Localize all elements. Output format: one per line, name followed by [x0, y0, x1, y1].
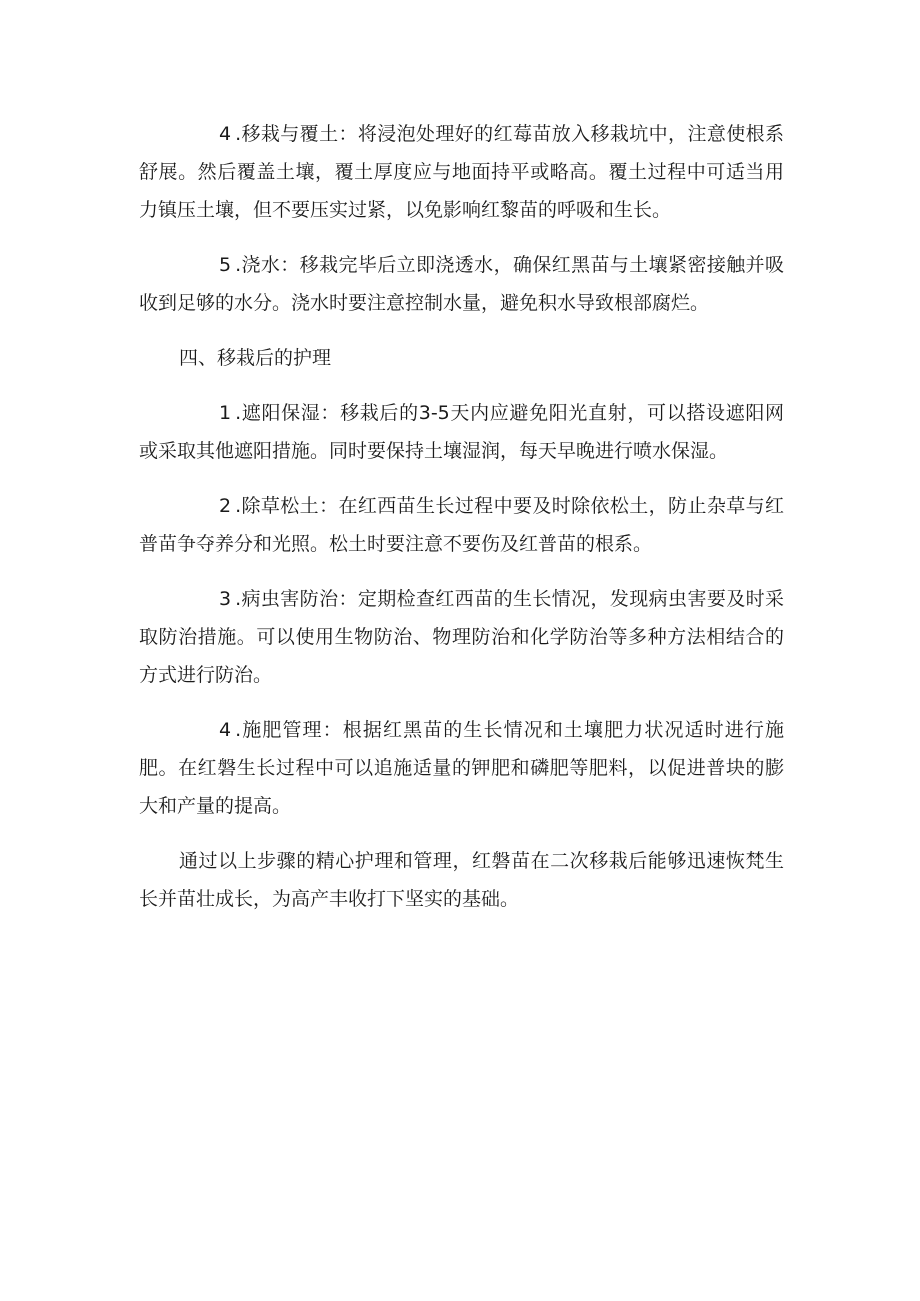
item-number: 4: [219, 123, 232, 145]
paragraph-text: .除草松土：在红西苗生长过程中要及时除依松土，防止杂草与红普苗争夺养分和光照。松土时要注意不要伤及红普苗的根系。: [139, 495, 784, 555]
paragraph-text: .施肥管理：根据红黑苗的生长情况和土壤肥力状况适时进行施肥。在红磐生长过程中可以追施适量的钾肥和磷肥等肥料，以促进普块的膨大和产量的提高。: [139, 719, 784, 817]
paragraph-watering: [139, 246, 784, 322]
item-number: 2: [219, 495, 232, 517]
paragraph-text: .浇水：移栽完毕后立即浇透水，确保红黑苗与土壤紧密接触并吸收到足够的水分。浇水时要注意控制水量，避免积水导致根部腐烂。: [139, 254, 784, 314]
paragraph-text: .遮阳保湿：移栽后的3-5天内应避免阳光直射，可以搭设遮阳网或采取其他遮阳措施。同时要保持土壤湿润，每天早晚进行喷水保湿。: [139, 402, 784, 462]
conclusion-paragraph: 通过以上步骤的精心护理和管理，红磐苗在二次移栽后能够迅速恢梵生长并苗壮成长，为高产丰收打下坚实的基础。: [139, 850, 784, 910]
document-body: [139, 115, 784, 935]
care-item-fertilizing: [139, 711, 784, 825]
care-item-shade: [139, 394, 784, 470]
care-item-weeding: [139, 487, 784, 563]
item-number: 5: [219, 254, 232, 276]
section-heading: 四、移栽后的护理: [179, 347, 332, 369]
care-item-pest-control: [139, 580, 784, 694]
item-number: 4: [219, 719, 232, 741]
paragraph-text: .移栽与覆土：将浸泡处理好的红莓苗放入移栽坑中，注意使根系舒展。然后覆盖土壤，覆土厚度应与地面持平或略高。覆土过程中可适当用力镇压土壤，但不要压实过紧，以免影响红黎苗的呼吸和生长。: [139, 123, 784, 221]
paragraph-transplant-cover: [139, 115, 784, 229]
item-number: 3: [219, 588, 232, 610]
paragraph-text: .病虫害防治：定期检查红西苗的生长情况，发现病虫害要及时采取防治措施。可以使用生物防治、物理防治和化学防治等多种方法相结合的方式进行防治。: [139, 588, 784, 686]
item-number: 1: [219, 402, 232, 424]
